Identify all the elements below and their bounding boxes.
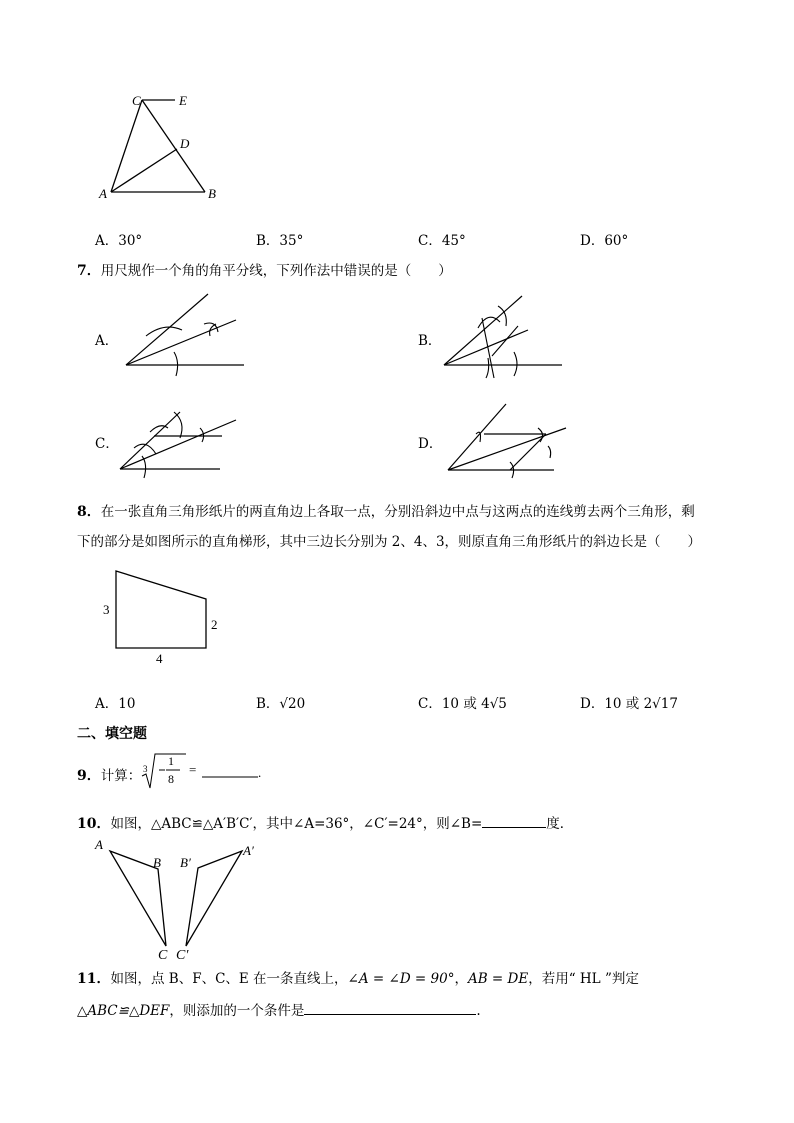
q8-trapezoid-figure bbox=[96, 562, 226, 672]
question-number: 9． bbox=[77, 768, 101, 784]
option-letter: C． bbox=[418, 696, 442, 712]
option-letter: D． bbox=[580, 233, 605, 249]
q8-option-d[interactable] bbox=[580, 692, 678, 712]
option-letter: A． bbox=[95, 696, 119, 712]
question-text: 如图，点 B、F、C、E 在一条直线上， bbox=[110, 971, 348, 987]
q9-stem bbox=[77, 764, 141, 785]
q7-option-a-label[interactable]: A． bbox=[95, 333, 119, 349]
radicand-denominator: 8 bbox=[168, 772, 174, 786]
math-expression: AB = DE bbox=[467, 971, 529, 987]
q8-stem-line1 bbox=[77, 500, 695, 521]
math-expression: ∠A = ∠D = 90° bbox=[347, 971, 455, 987]
option-text: 10 bbox=[118, 696, 136, 712]
question-text: ，若用“ HL ”判定 bbox=[528, 971, 639, 987]
q8-label-bottom: 4 bbox=[156, 651, 163, 666]
question-text: 在一张直角三角形纸片的两直角边上各取一点，分别沿斜边中点与这两点的连线剪去两个三角形，剩 bbox=[100, 504, 695, 520]
root-index: 3 bbox=[143, 764, 148, 774]
q10-label-ap: A′ bbox=[243, 843, 254, 858]
q8-label-right: 2 bbox=[211, 617, 218, 632]
q6-figure bbox=[95, 88, 230, 203]
q8-label-left: 3 bbox=[103, 602, 110, 617]
q9-period: . bbox=[258, 765, 262, 780]
q6-label-d: D bbox=[180, 136, 190, 151]
q6-option-a[interactable] bbox=[95, 229, 142, 249]
answer-blank[interactable] bbox=[482, 815, 546, 828]
option-letter: D． bbox=[580, 696, 605, 712]
q7-figure-b bbox=[438, 288, 573, 380]
radicand-numerator: 1 bbox=[168, 754, 174, 768]
q6-label-a: A bbox=[99, 186, 107, 201]
q11-stem-line1 bbox=[77, 967, 639, 988]
option-text: 10 或 4√5 bbox=[441, 696, 507, 712]
q7-stem bbox=[77, 259, 452, 280]
option-letter: B． bbox=[256, 696, 280, 712]
q6-line-ca bbox=[111, 100, 142, 192]
svg-text:=: = bbox=[189, 762, 197, 777]
q6-label-b: B bbox=[208, 186, 216, 201]
q10-label-b: B bbox=[153, 855, 161, 870]
option-text: 30° bbox=[118, 233, 143, 249]
q10-figure bbox=[90, 836, 270, 964]
q8-option-a[interactable] bbox=[95, 692, 135, 712]
option-letter: A． bbox=[95, 233, 119, 249]
q8-option-b[interactable] bbox=[256, 692, 305, 712]
question-text: ，则添加的一个条件是 bbox=[169, 1003, 305, 1019]
separator: ， bbox=[454, 971, 468, 987]
question-number: 7． bbox=[77, 263, 101, 279]
question-text: 如图，△ABC≌△A′B′C′，其中∠A=36°，∠C′=24°，则∠B= bbox=[110, 816, 483, 832]
q7-figure-d bbox=[440, 398, 575, 480]
q10-stem bbox=[77, 812, 573, 833]
option-text: 45° bbox=[441, 233, 466, 249]
q8-stem-line2: 下的部分是如图所示的直角梯形，其中三边长分别为 2、4、3，则原直角三角形纸片的斜边长是（ ） bbox=[77, 534, 702, 550]
option-letter: B． bbox=[256, 233, 280, 249]
answer-blank[interactable] bbox=[304, 1002, 476, 1015]
option-text: 35° bbox=[279, 233, 304, 249]
question-tail: . bbox=[476, 1003, 481, 1019]
question-number: 8． bbox=[77, 504, 101, 520]
question-text: 计算： bbox=[100, 768, 142, 784]
q8-option-c[interactable] bbox=[418, 692, 507, 712]
q11-stem-line2 bbox=[77, 999, 481, 1019]
q7-option-b-label[interactable]: B． bbox=[418, 333, 442, 349]
question-number: 11． bbox=[77, 971, 111, 987]
q10-label-bp: B′ bbox=[180, 855, 191, 870]
q10-label-cp: C′ bbox=[176, 948, 189, 963]
option-text: 10 或 2√17 bbox=[604, 696, 678, 712]
q10-label-a: A bbox=[95, 837, 103, 852]
q9-cube-root-expression bbox=[140, 750, 265, 792]
q10-label-c: C bbox=[158, 948, 168, 963]
q6-option-b[interactable] bbox=[256, 229, 303, 249]
q6-option-c[interactable] bbox=[418, 229, 466, 249]
q6-label-c: C bbox=[132, 93, 141, 108]
q6-label-e: E bbox=[179, 93, 187, 108]
option-text: √20 bbox=[279, 696, 306, 712]
option-letter: C． bbox=[418, 233, 442, 249]
question-tail: 度． bbox=[546, 816, 574, 832]
question-number: 10． bbox=[77, 816, 111, 832]
math-expression: △ABC≌△DEF bbox=[77, 1003, 170, 1019]
option-text: 60° bbox=[604, 233, 629, 249]
q7-figure-c bbox=[114, 398, 249, 480]
q7-option-d-label[interactable]: D． bbox=[418, 436, 443, 452]
q7-option-c-label[interactable]: C． bbox=[95, 436, 119, 452]
q6-option-d[interactable] bbox=[580, 229, 628, 249]
question-text: 用尺规作一个角的角平分线，下列作法中错误的是（ ） bbox=[100, 263, 452, 279]
q7-figure-a bbox=[118, 288, 253, 378]
section-title: 二、填空题 bbox=[77, 726, 147, 742]
q6-line-cb bbox=[142, 100, 205, 192]
q6-line-ad bbox=[111, 149, 177, 192]
